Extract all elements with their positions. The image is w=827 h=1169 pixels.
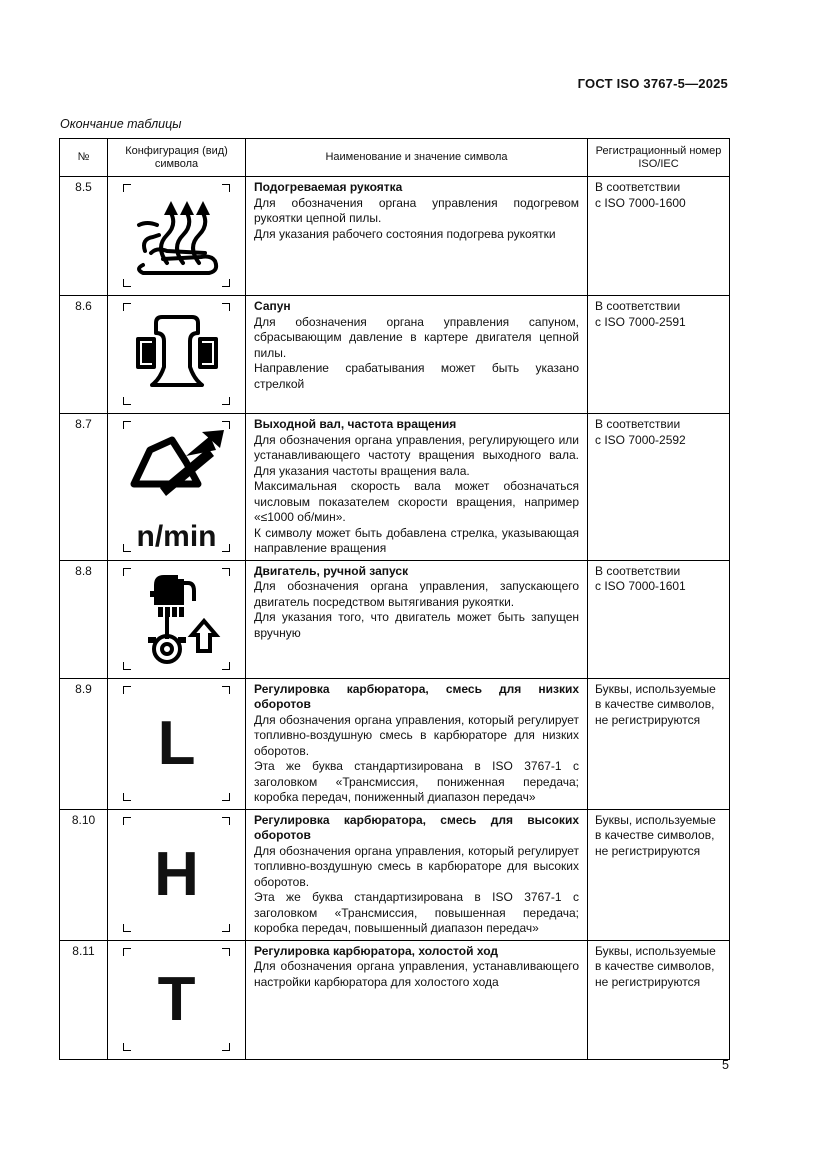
description-line: Для обозначения органа управления подогревом рукоятки цепной пилы.	[254, 195, 579, 225]
description-line: Для указания того, что двигатель может быть запущен вручную	[254, 610, 579, 640]
symbol-title: Регулировка карбюратора, смесь для низких оборотов	[254, 681, 579, 711]
table-caption: Окончание таблицы	[60, 117, 182, 131]
symbol-cell	[108, 414, 246, 561]
symbol-title: Выходной вал, частота вращения	[254, 417, 457, 431]
registration-line: не регистрируются	[595, 974, 701, 989]
registration-line: с ISO 7000-1600	[595, 195, 686, 210]
row-number: 8.10	[60, 809, 108, 940]
registration-line: в качестве символов,	[595, 697, 715, 711]
heated-handle-icon	[127, 191, 227, 281]
registration-cell	[588, 560, 730, 678]
description-line: Для указания рабочего состояния подогрева рукоятки	[254, 226, 556, 241]
letter-h-icon: H	[154, 839, 199, 909]
row-number: 8.9	[60, 678, 108, 809]
column-header-registration: Регистрационный номер ISO/IEC	[588, 139, 730, 177]
registration-line: В соответствии	[595, 299, 681, 313]
registration-line: не регистрируются	[595, 712, 701, 727]
symbol-title: Подогреваемая рукоятка	[254, 180, 403, 194]
registration-line: в качестве символов,	[595, 959, 715, 973]
document-standard-header: ГОСТ ISO 3767-5—2025	[577, 76, 728, 91]
registration-line: с ISO 7000-2591	[595, 314, 686, 329]
description-line: К символу может быть добавлена стрелка, указывающая направление вращения	[254, 525, 579, 555]
registration-line: в качестве символов,	[595, 828, 715, 842]
table-row	[60, 296, 730, 414]
table-row	[60, 414, 730, 561]
registration-line: Буквы, используемые	[595, 812, 716, 827]
symbol-cell	[108, 940, 246, 1059]
breather-icon	[132, 315, 222, 395]
registration-cell	[588, 177, 730, 296]
registration-line: не регистрируются	[595, 843, 701, 858]
table-header-row	[60, 139, 730, 177]
description-line: Для обозначения органа управления, который регулирует топливно-воздушную смесь в карбюраторе для высоких оборотов.	[254, 843, 579, 889]
registration-cell	[588, 678, 730, 809]
column-header-configuration: Конфигурация (вид) символа	[108, 139, 246, 177]
symbol-description	[246, 177, 588, 296]
registration-line: Буквы, используемые	[595, 681, 716, 696]
symbol-cell	[108, 177, 246, 296]
symbol-description	[246, 414, 588, 561]
row-number: 8.5	[60, 177, 108, 296]
table-row	[60, 560, 730, 678]
registration-line: с ISO 7000-1601	[595, 579, 686, 593]
description-line: Эта же буква стандартизирована в ISO 3767-1 с заголовком «Трансмиссия, повышенная передача; коробка передач, повышенный диапазон передач»	[254, 890, 579, 935]
table-row	[60, 809, 730, 940]
symbol-title: Сапун	[254, 299, 291, 313]
symbol-description	[246, 678, 588, 809]
page-number: 5	[722, 1058, 729, 1072]
description-line: Для обозначения органа управления сапуном, сбрасывающим давление в картере двигателя цепной пилы.	[254, 314, 579, 360]
description-line: Для обозначения органа управления, регулирующего или устанавливающего частоту вращения выходного вала. Для указания частоты вращения вала.	[254, 432, 579, 478]
row-number: 8.8	[60, 560, 108, 678]
registration-line: В соответствии	[595, 563, 681, 578]
symbol-cell	[108, 560, 246, 678]
row-number: 8.11	[60, 940, 108, 1059]
symbol-description	[246, 560, 588, 678]
symbol-title: Двигатель, ручной запуск	[254, 563, 409, 578]
table-row	[60, 177, 730, 296]
column-header-name-meaning: Наименование и значение символа	[246, 139, 588, 177]
registration-line: Буквы, используемые	[595, 943, 716, 958]
engine-manual-start-icon	[132, 569, 222, 669]
registration-line: с ISO 7000-2592	[595, 432, 686, 447]
table-row	[60, 940, 730, 1059]
registration-line: В соответствии	[595, 180, 681, 194]
letter-t-icon: T	[157, 964, 196, 1034]
description-line: Для обозначения органа управления, запускающего двигатель посредством вытягивания рукоятки.	[254, 579, 579, 609]
symbol-title: Регулировка карбюратора, смесь для высоких оборотов	[254, 812, 579, 842]
registration-line: В соответствии	[595, 417, 681, 431]
symbol-cell	[108, 809, 246, 940]
description-line: Направление срабатывания может быть указано стрелкой	[254, 361, 579, 391]
registration-cell	[588, 940, 730, 1059]
letter-l-icon: L	[157, 708, 196, 778]
description-line: Максимальная скорость вала может обозначаться числовым показателем скорости вращения, например «≤1000 об/мин».	[254, 479, 579, 524]
symbol-cell	[108, 678, 246, 809]
column-header-number: №	[60, 139, 108, 177]
speed-unit-label: n/min	[136, 519, 217, 553]
symbol-title: Регулировка карбюратора, холостой ход	[254, 943, 498, 958]
output-shaft-speed-icon	[126, 426, 226, 506]
symbol-description	[246, 940, 588, 1059]
symbol-description	[246, 809, 588, 940]
description-line: Эта же буква стандартизирована в ISO 3767-1 с заголовком «Трансмиссия, пониженная передача; коробка передач, пониженный диапазон передач»	[254, 759, 579, 804]
table-row	[60, 678, 730, 809]
registration-cell	[588, 414, 730, 561]
registration-cell	[588, 809, 730, 940]
registration-cell	[588, 296, 730, 414]
description-line: Для обозначения органа управления, устанавливающего настройки карбюратора для холостого хода	[254, 959, 579, 989]
description-line: Для обозначения органа управления, который регулирует топливно-воздушную смесь в карбюраторе для низких оборотов.	[254, 712, 579, 758]
row-number: 8.7	[60, 414, 108, 561]
row-number: 8.6	[60, 296, 108, 414]
symbol-cell	[108, 296, 246, 414]
symbol-description	[246, 296, 588, 414]
symbols-table	[59, 138, 730, 1060]
